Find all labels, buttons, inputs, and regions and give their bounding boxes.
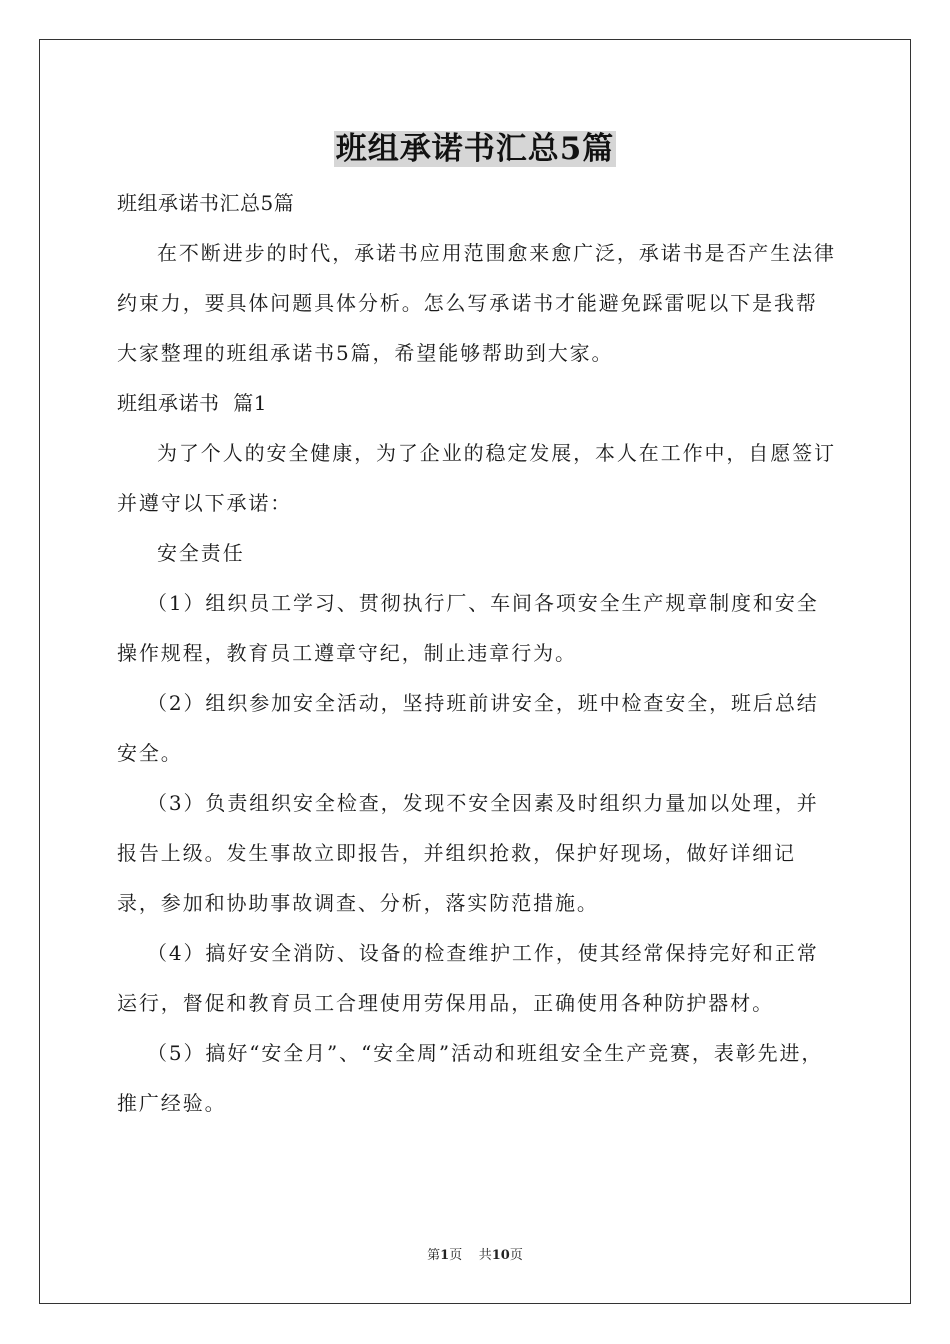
page-suffix: 页 <box>509 1248 523 1263</box>
commitment-intro: 为了个人的安全健康，为了企业的稳定发展，本人在工作中，自愿签订并遵守以下承诺： <box>117 441 836 515</box>
page-middle: 页 共 <box>449 1248 492 1263</box>
safety-responsibility-heading: 安全责任 <box>157 541 245 565</box>
intro-paragraph: 在不断进步的时代，承诺书应用范围愈来愈广泛，承诺书是否产生法律约束力，要具体问题具体分析。怎么写承诺书才能避免踩雷呢以下是我帮大家整理的班组承诺书5篇，希望能够帮助到大家。 <box>117 241 836 365</box>
page-footer <box>0 1246 950 1266</box>
page-prefix: 第 <box>427 1248 441 1263</box>
list-item: （4）搞好安全消防、设备的检查维护工作，使其经常保持完好和正常运行，督促和教育员工合理使用劳保用品，正确使用各种防护器材。 <box>117 941 819 1015</box>
list-item: （2）组织参加安全活动，坚持班前讲安全，班中检查安全，班后总结安全。 <box>117 691 819 765</box>
document-title-text: 班组承诺书汇总5篇 <box>335 131 615 167</box>
section-heading: 班组承诺书 篇1 <box>117 391 267 415</box>
document-body <box>117 178 837 1128</box>
document-subtitle: 班组承诺书汇总5篇 <box>117 191 295 215</box>
document-title <box>0 126 950 172</box>
page-current: 1 <box>440 1248 450 1263</box>
page-total: 10 <box>491 1248 510 1263</box>
list-item: （1）组织员工学习、贯彻执行厂、车间各项安全生产规章制度和安全操作规程，教育员工遵章守纪，制止违章行为。 <box>117 591 819 665</box>
list-item: （3）负责组织安全检查，发现不安全因素及时组织力量加以处理，并报告上级。发生事故立即报告，并组织抢救，保护好现场，做好详细记录，参加和协助事故调查、分析，落实防范措施。 <box>117 791 819 915</box>
list-item: （5）搞好“安全月”、“安全周”活动和班组安全生产竞赛，表彰先进，推广经验。 <box>117 1041 824 1115</box>
